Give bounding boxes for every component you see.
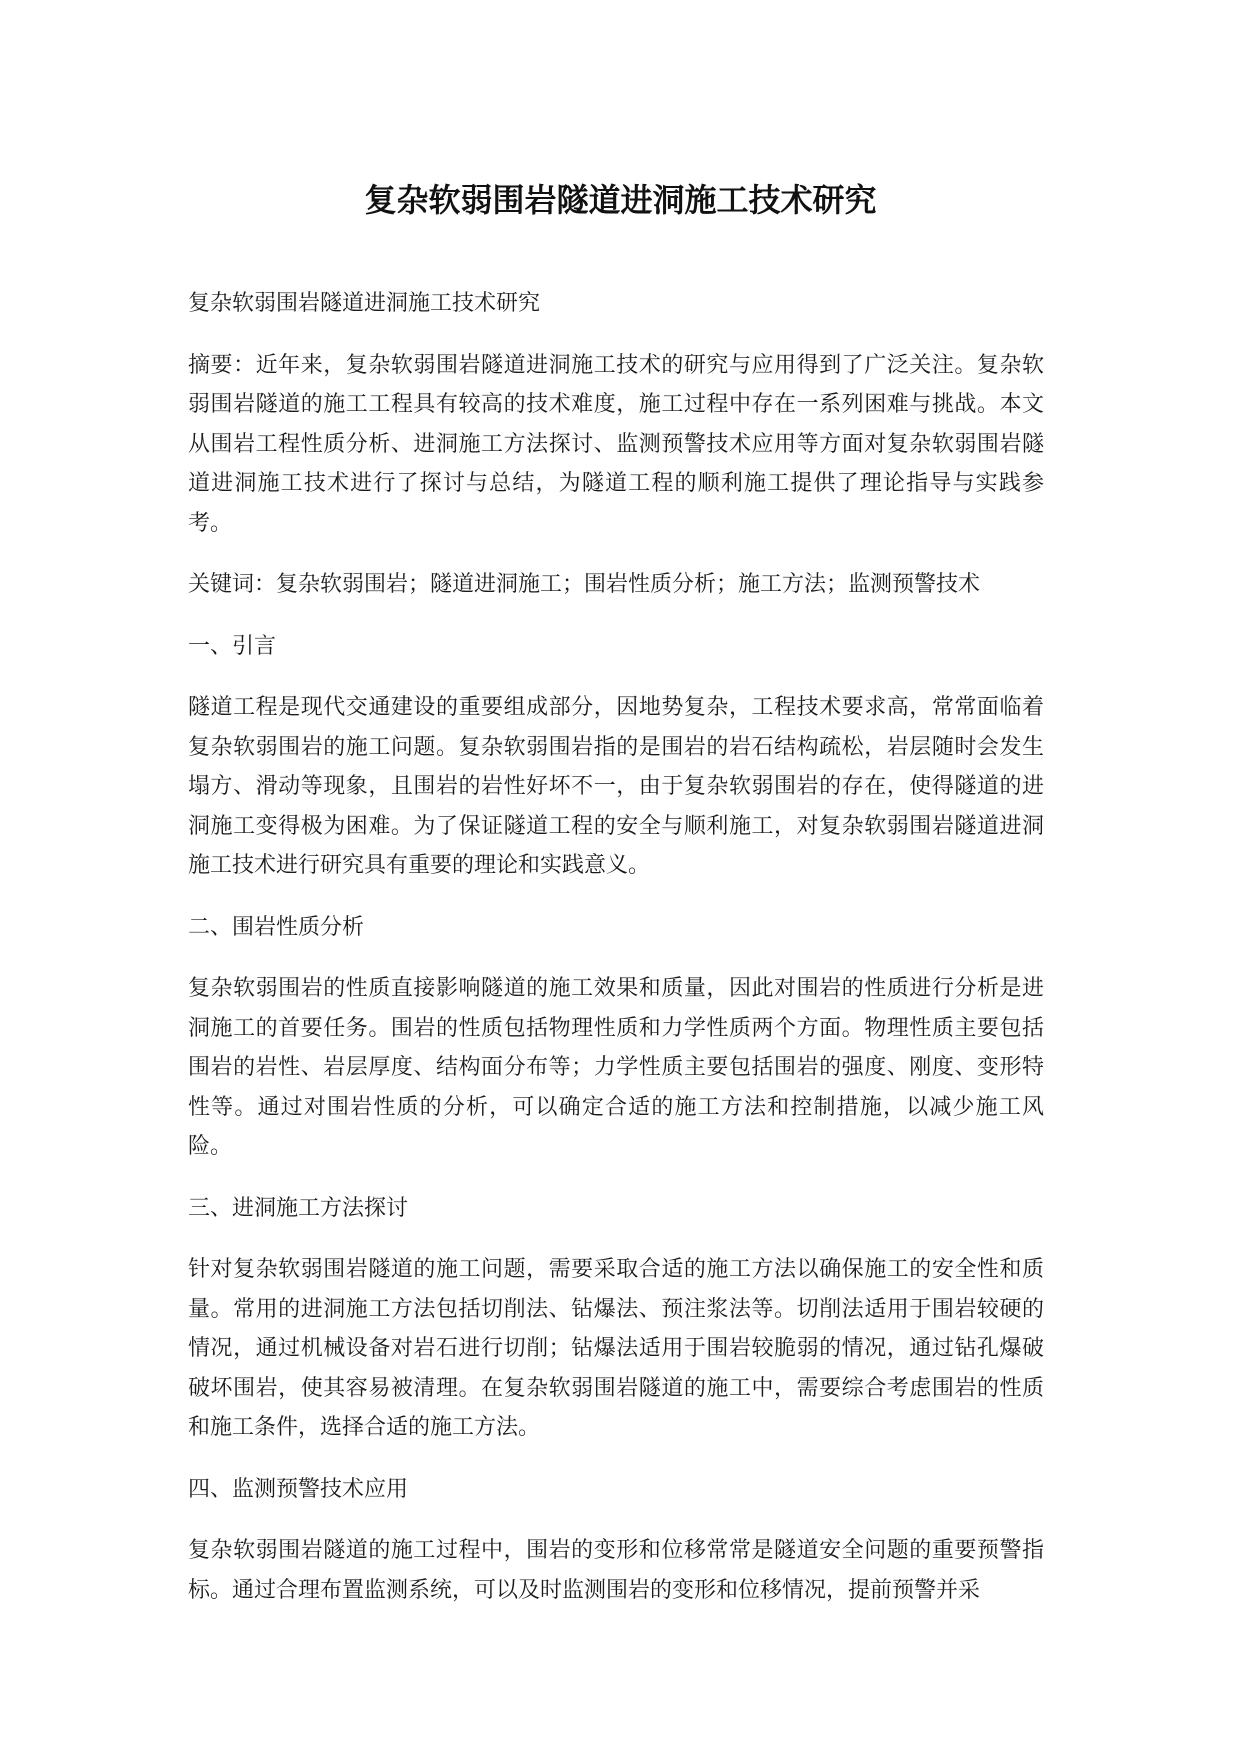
section-heading-rock-analysis: 二、围岩性质分析	[188, 914, 365, 940]
document-body	[188, 284, 1044, 1632]
abstract-paragraph: 摘要：近年来，复杂软弱围岩隧道进洞施工技术的研究与应用得到了广泛关注。复杂软弱围岩隧道的施工工程具有较高的技术难度，施工过程中存在一系列困难与挑战。本文从围岩工程性质分析、进洞施工方法探讨、监测预警技术应用等方面对复杂软弱围岩隧道进洞施工技术进行了探讨与总结，为隧道工程的顺利施工提供了理论指导与实践参考。	[188, 352, 1044, 536]
document-subtitle: 复杂软弱围岩隧道进洞施工技术研究	[188, 291, 541, 316]
section-text-monitoring: 复杂软弱围岩隧道的施工过程中，围岩的变形和位移常常是隧道安全问题的重要预警指标。通过合理布置监测系统，可以及时监测围岩的变形和位移情况，提前预警并采	[188, 1538, 1044, 1603]
section-heading-monitoring: 四、监测预警技术应用	[188, 1476, 409, 1502]
section-text-introduction: 隧道工程是现代交通建设的重要组成部分，因地势复杂，工程技术要求高，常常面临着复杂软弱围岩的施工问题。复杂软弱围岩指的是围岩的岩石结构疏松，岩层随时会发生塌方、滑动等现象，且围岩的岩性好坏不一，由于复杂软弱围岩的存在，使得隧道的进洞施工变得极为困难。为了保证隧道工程的安全与顺利施工，对复杂软弱围岩隧道进洞施工技术进行研究具有重要的理论和实践意义。	[188, 695, 1044, 878]
section-text-construction-methods: 针对复杂软弱围岩隧道的施工问题，需要采取合适的施工方法以确保施工的安全性和质量。常用的进洞施工方法包括切削法、钻爆法、预注浆法等。切削法适用于围岩较硬的情况，通过机械设备对岩石进行切削；钻爆法适用于围岩较脆弱的情况，通过钻孔爆破破坏围岩，使其容易被清理。在复杂软弱围岩隧道的施工中，需要综合考虑围岩的性质和施工条件，选择合适的施工方法。	[188, 1257, 1044, 1440]
section-heading-construction-methods: 三、进洞施工方法探讨	[188, 1195, 409, 1221]
keywords-line: 关键词：复杂软弱围岩；隧道进洞施工；围岩性质分析；施工方法；监测预警技术	[188, 572, 981, 597]
section-text-rock-analysis: 复杂软弱围岩的性质直接影响隧道的施工效果和质量，因此对围岩的性质进行分析是进洞施工的首要任务。围岩的性质包括物理性质和力学性质两个方面。物理性质主要包括围岩的岩性、岩层厚度、结构面分布等；力学性质主要包括围岩的强度、刚度、变形特性等。通过对围岩性质的分析，可以确定合适的施工方法和控制措施，以减少施工风险。	[188, 976, 1044, 1159]
section-heading-introduction: 一、引言	[188, 633, 277, 659]
document-title: 复杂软弱围岩隧道进洞施工技术研究	[364, 181, 877, 219]
